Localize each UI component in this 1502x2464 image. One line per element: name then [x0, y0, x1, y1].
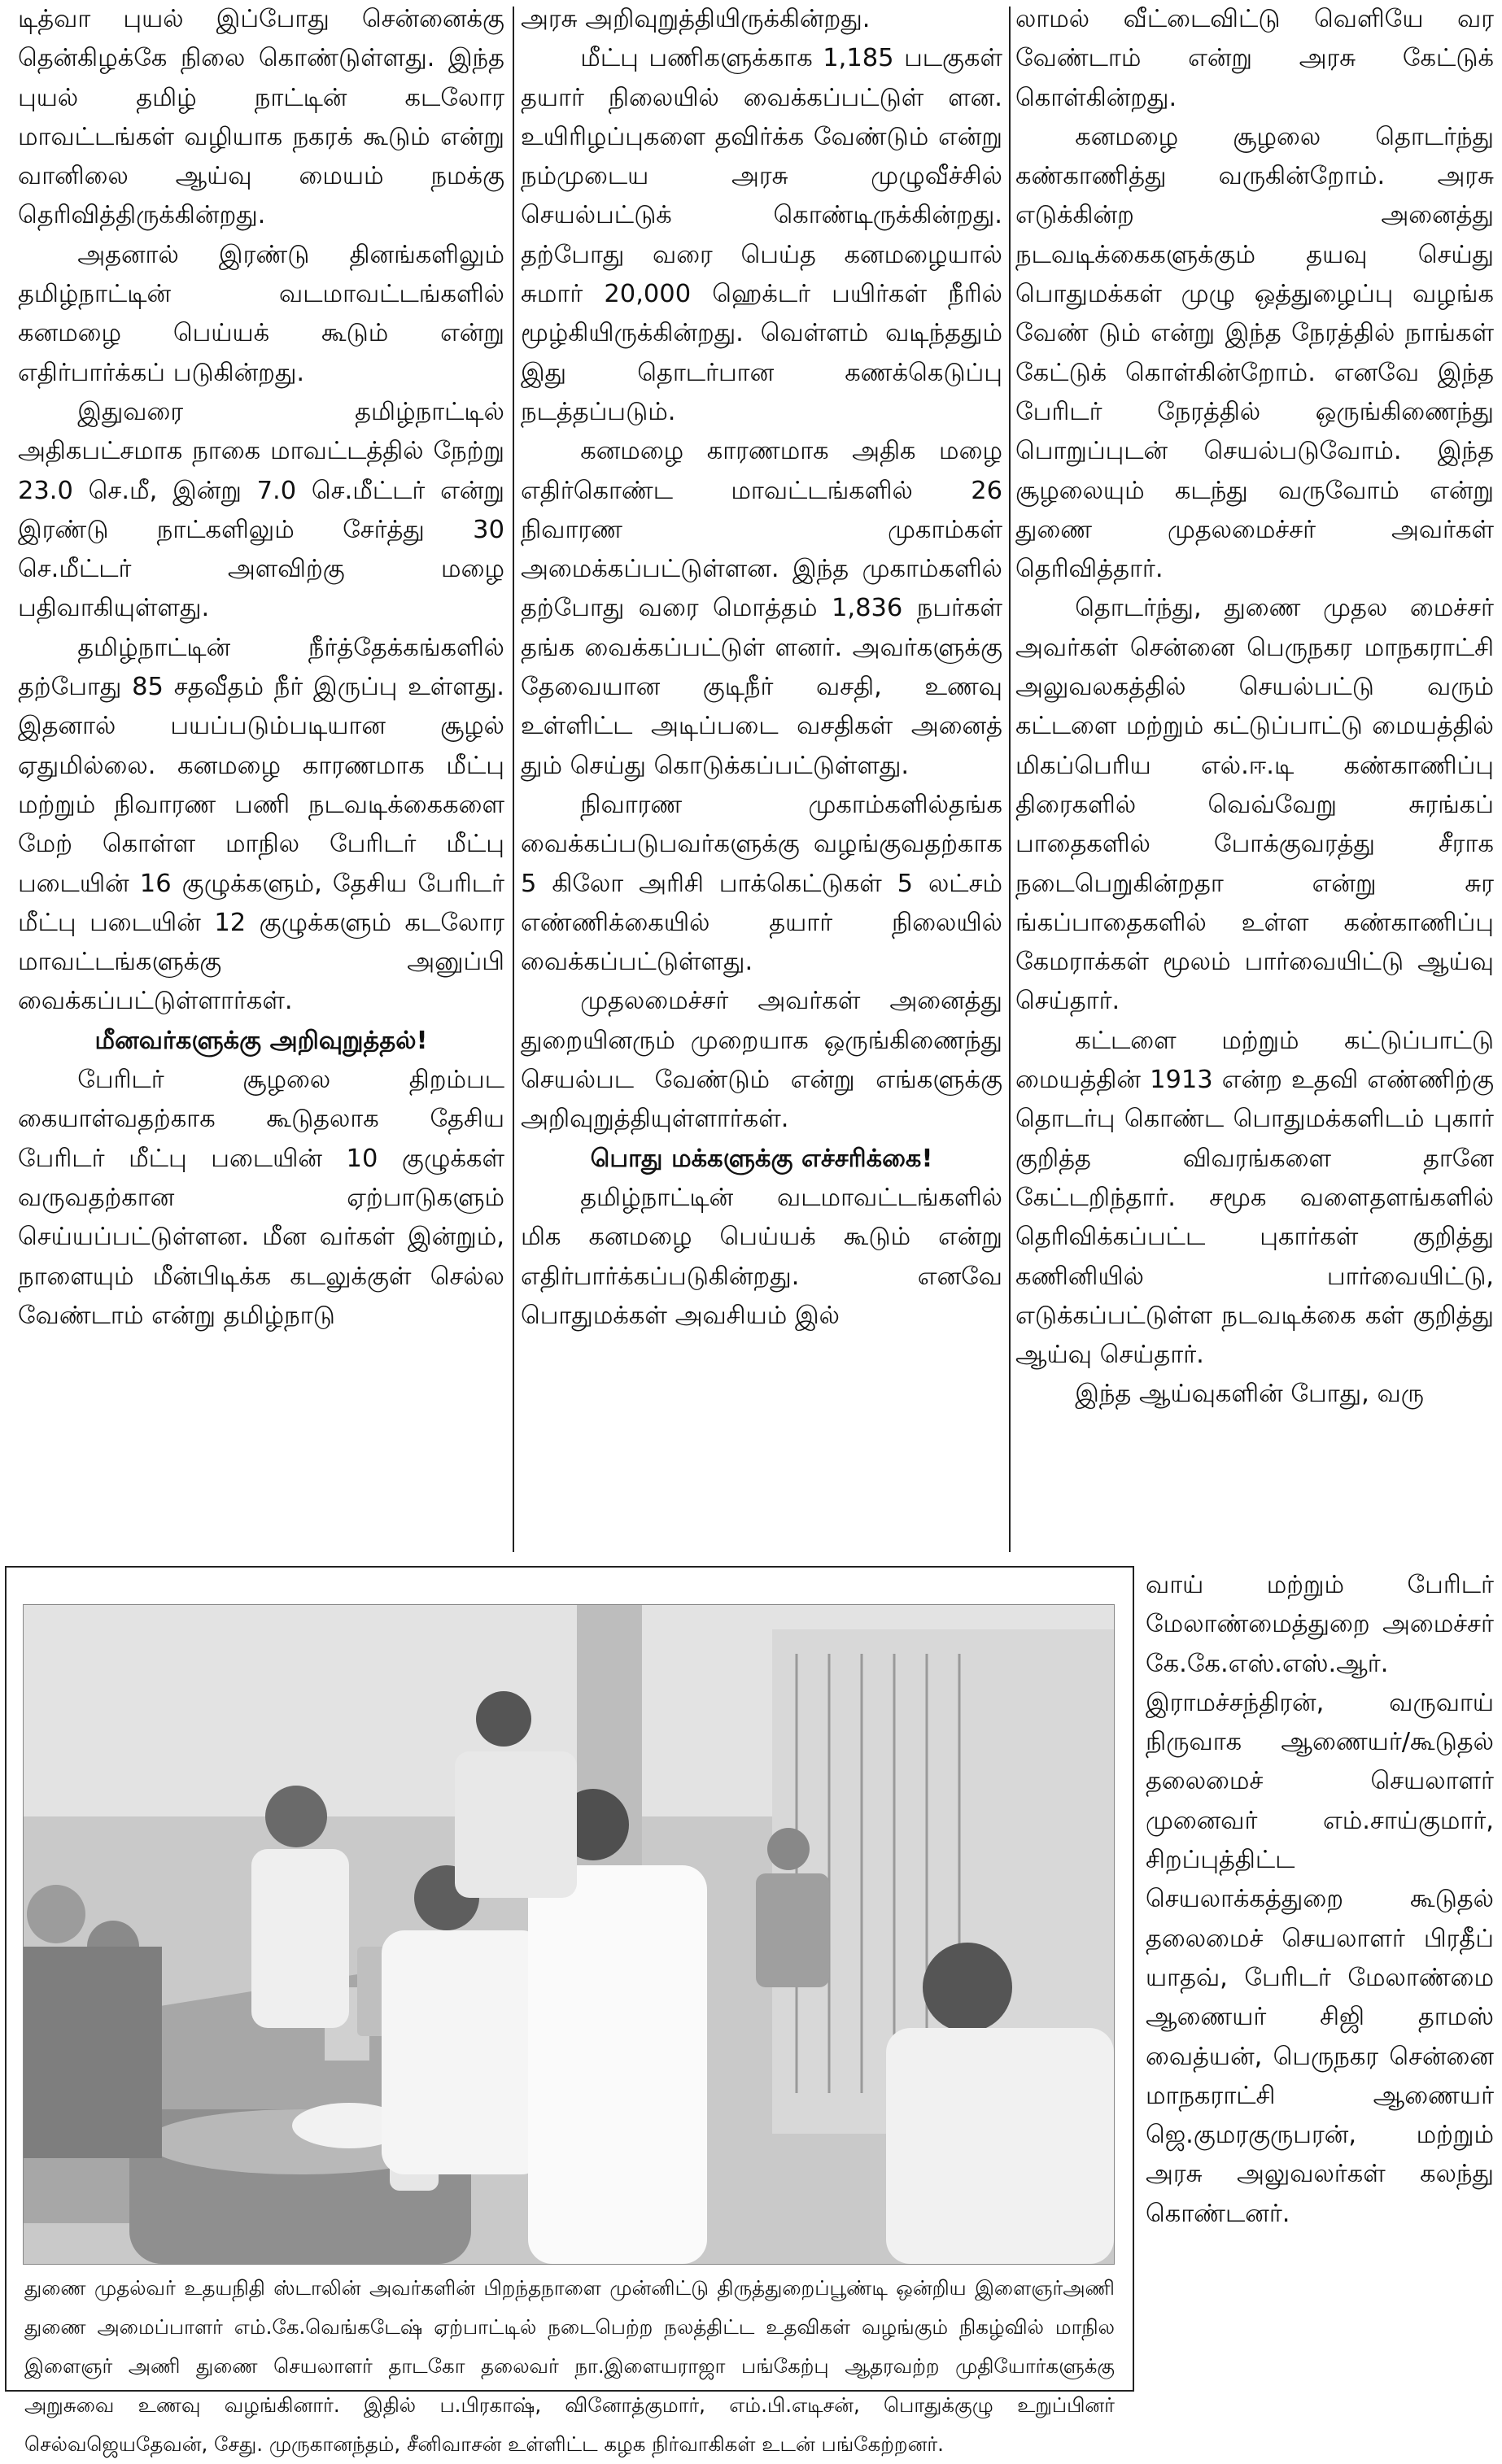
paragraph: தமிழ்நாட்டின் வடமாவட்டங்களில் மிக கனமழை பெய்யக் கூடும் என்று எதிர்பார்க்கப்படுகின்றது. எனவே பொதுமக்கள் அவசியம் இல் — [521, 1183, 1002, 1330]
paragraph: இந்த ஆய்வுகளின் போது, வரு — [1075, 1380, 1424, 1409]
paragraph: கனமழை சூழலை தொடர்ந்து கண்காணித்து வருகின்றோம். அரசு எடுக்கின்ற அனைத்து நடவடிக்கைகளுக்கும் தயவு செய்து பொதுமக்கள் முழு ஒத்துழைப்பு வழங்க வேண் டும் என்று இந்த நேரத்தில் நாங்கள் கேட்டுக் கொள்கின்றோம். எனவே இந்த பேரிடர் நேரத்தில் ஒருங்கிணைந்து பொறுப்புடன் செயல்படுவோம். இந்த சூழலையும் கடந்து வருவோம் என்று துணை முதலமைச்சர் அவர்கள் தெரிவித்தார். — [1015, 122, 1494, 584]
paragraph: பேரிடர் சூழலை திறம்பட கையாள்வதற்காக கூடுதலாக தேசிய பேரிடர் மீட்பு படையின் 10 குழுக்கள் வருவதற்கான ஏற்பாடுகளும் செய்யப்பட்டுள்ளன. மீன வர்கள் இன்றும், நாளையும் மீன்பிடிக்க கடலுக்குள் செல்ல வேண்டாம் என்று தமிழ்நாடு — [18, 1066, 504, 1330]
paragraph: நிவாரண முகாம்களில்தங்க வைக்கப்படுபவர்களுக்கு வழங்குவதற்காக 5 கிலோ அரிசி பாக்கெட்டுகள் 5 லட்சம் எண்ணிக்கையில் தயார் நிலையில் வைக்கப்பட்டுள்ளது. — [521, 790, 1002, 977]
paragraph: அதனால் இரண்டு தினங்களிலும் தமிழ்நாட்டின் வடமாவட்டங்களில் கனமழை பெய்யக் கூடும் என்று எதிர்பார்க்கப் படுகின்றது. — [18, 240, 504, 387]
column-divider — [1009, 7, 1011, 1552]
photo-caption: துணை முதல்வர் உதயநிதி ஸ்டாலின் அவர்களின் பிறந்தநாளை முன்னிட்டு திருத்துறைப்பூண்டி ஒன்றிய இளைஞர்அணி துணை அமைப்பாளர் எம்.கே.வெங்கடேஷ் ஏற்பாட்டில் நடைபெற்ற நலத்திட்ட உதவிகள் வழங்கும் நிகழ்வில் மாநில இளைஞர் அணி துணை செயலாளர் தாடகோ தலைவர் நா.இளையராஜா பங்கேற்பு ஆதரவற்ற முதியோர்களுக்கு அறுசுவை உணவு வழங்கினார். இதில் ப.பிரகாஷ், வினோத்குமார், எம்.பி.எடிசன், பொதுக்குழு உறுப்பினர் செல்வஜெயதேவன், சேது. முருகானந்தம், சீனிவாசன் உள்ளிட்ட கழக நிர்வாகிகள் உடன் பங்கேற்றனர். — [24, 2276, 1116, 2456]
paragraph: டித்வா புயல் இப்போது சென்னைக்கு தென்கிழக்கே நிலை கொண்டுள்ளது. இந்த புயல் தமிழ் நாட்டின் கடலோர மாவட்டங்கள் வழியாக நகரக் கூடும் என்று வானிலை ஆய்வு மையம் நமக்கு தெரிவித்திருக்கின்றது. — [18, 5, 504, 230]
column-divider — [513, 7, 514, 1552]
subheading-public-warning: பொது மக்களுக்கு எச்சரிக்கை! — [590, 1144, 933, 1173]
paragraph: தமிழ்நாட்டின் நீர்த்தேக்கங்களில் தற்போது 85 சதவீதம் நீர் இருப்பு உள்ளது. இதனால் பயப்படும்படியான சூழல் ஏதுமில்லை. கனமழை காரணமாக மீட்பு மற்றும் நிவாரண பணி நடவடிக்கைகளை மேற் கொள்ள மாநில பேரிடர் மீட்பு படையின் 16 குழுக்களும், தேசிய பேரிடர் மீட்பு படையின் 12 குழுக்களும் கடலோர மாவட்டங்களுக்கு அனுப்பி வைக்கப்பட்டுள்ளார்கள். — [18, 633, 504, 1016]
article-column-3-continued — [1146, 1566, 1494, 2234]
paragraph: தொடர்ந்து, துணை முதல மைச்சர் அவர்கள் சென்னை பெருநகர மாநகராட்சி அலுவலகத்தில் செயல்பட்டு வரும் கட்டளை மற்றும் கட்டுப்பாட்டு மையத்தில் மிகப்பெரிய எல்.ஈ.டி கண்காணிப்பு திரைகளில் வெவ்வேறு சுரங்கப் பாதைகளில் போக்குவரத்து சீராக நடைபெறுகின்றதா என்று சுர ங்கப்பாதைகளில் உள்ள கண்காணிப்பு கேமராக்கள் மூலம் பார்வையிட்டு ஆய்வு செய்தார். — [1015, 594, 1494, 1016]
photo-illustration — [24, 1605, 1114, 2264]
paragraph: லாமல் வீட்டைவிட்டு வெளியே வர வேண்டாம் என்று அரசு கேட்டுக் கொள்கின்றது. — [1015, 5, 1494, 112]
paragraph: அரசு அறிவுறுத்தியிருக்கின்றது. — [521, 5, 871, 33]
paragraph: இதுவரை தமிழ்நாட்டில் அதிகபட்சமாக நாகை மாவட்டத்தில் நேற்று 23.0 செ.மீ, இன்று 7.0 செ.மீட்டர் என்று இரண்டு நாட்களிலும் சேர்த்து 30 செ.மீட்டர் அளவிற்கு மழை பதிவாகியுள்ளது. — [18, 397, 504, 623]
article-column-1 — [18, 0, 504, 1336]
paragraph: மீட்பு பணிகளுக்காக 1,185 படகுகள் தயார் நிலையில் வைக்கப்பட்டுள் ளன. உயிரிழப்புகளை தவிர்க்க வேண்டும் என்று நம்முடைய அரசு முழுவீச்சில் செயல்பட்டுக் கொண்டிருக்கின்றது. தற்போது வரை பெய்த கனமழையால் சுமார் 20,000 ஹெக்டர் பயிர்கள் நீரில் மூழ்கியிருக்கின்றது. வெள்ளம் வடிந்ததும் இது தொடர்பான கணக்கெடுப்பு நடத்தப்படும். — [521, 44, 1002, 426]
photo-box — [5, 1566, 1134, 2456]
paragraph: முதலமைச்சர் அவர்கள் அனைத்து துறையினரும் முறையாக ஒருங்கிணைந்து செயல்பட வேண்டும் என்று எங்களுக்கு அறிவுறுத்தியுள்ளார்கள். — [521, 987, 1002, 1134]
news-photo — [23, 1604, 1115, 2265]
paragraph: கட்டளை மற்றும் கட்டுப்பாட்டு மையத்தின் 1913 என்ற உதவி எண்ணிற்கு தொடர்பு கொண்ட பொதுமக்களிடம் புகார் குறித்த விவரங்களை தானே கேட்டறிந்தார். சமூக வளைதளங்களில் தெரிவிக்கப்பட்ட புகார்கள் குறித்து கணினியில் பார்வையிட்டு, எடுக்கப்பட்டுள்ள நடவடிக்கை கள் குறித்து ஆய்வு செய்தார். — [1015, 1026, 1494, 1370]
subheading-fishermen-advisory: மீனவர்களுக்கு அறிவுறுத்தல்! — [94, 1026, 428, 1055]
paragraph: வாய் மற்றும் பேரிடர் மேலாண்மைத்துறை அமைச்சர் கே.கே.எஸ்.எஸ்.ஆர். இராமச்சந்திரன், வருவாய் நிருவாக ஆணையர்/கூடுதல் தலைமைச் செயலாளர் முனைவர் எம்.சாய்குமார், சிறப்புத்திட்ட செயலாக்கத்துறை கூடுதல் தலைமைச் செயலாளர் பிரதீப் யாதவ், பேரிடர் மேலாண்மை ஆணையர் சிஜி தாமஸ் வைத்யன், பெருநகர சென்னை மாநகராட்சி ஆணையர் ஜெ.குமரகுருபரன், மற்றும் அரசு அலுவலர்கள் கலந்து கொண்டனர். — [1146, 1571, 1494, 2228]
article-column-3 — [1015, 0, 1494, 1415]
paragraph: கனமழை காரணமாக அதிக மழை எதிர்கொண்ட மாவட்டங்களில் 26 நிவாரண முகாம்கள் அமைக்கப்பட்டுள்ளன. இந்த முகாம்களில் தற்போது வரை மொத்தம் 1,836 நபர்கள் தங்க வைக்கப்பட்டுள் ளனர். அவர்களுக்கு தேவையான குடிநீர் வசதி, உணவு உள்ளிட்ட அடிப்படை வசதிகள் அனைத் தும் செய்து கொடுக்கப்பட்டுள்ளது. — [521, 437, 1002, 780]
article-column-2 — [521, 0, 1002, 1336]
